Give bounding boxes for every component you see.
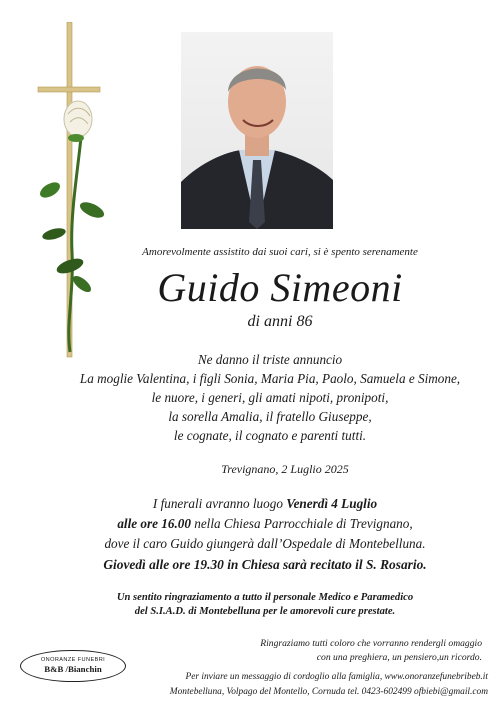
portrait-photo [181,32,333,229]
logo-name-text: B&B /Bianchin [44,664,102,674]
rosary-notice: Giovedì alle ore 19.30 in Chiesa sarà recitato il S. Rosario. [103,557,427,572]
announcement-block [40,350,500,445]
announcement-line: La moglie Valentina, i figli Sonia, Maria Pia, Paolo, Samuela e Simone, [79,371,461,386]
footer-line: Per inviare un messaggio di cordoglio alla famiglia, www.onoranzefunebribeb.it [185,672,488,682]
footer-line: Montebelluna, Volpago del Montello, Cornuda tel. 0423-602499 ofbiebi@gmail.com [169,687,488,697]
general-thanks-line: Ringraziamo tutti coloro che vorranno rendergli omaggio [260,638,482,649]
announcement-line: Ne danno il triste annuncio [197,352,343,367]
footer-contact [158,670,488,700]
staff-thanks-line: Un sentito ringraziamento a tutto il personale Medico e Paramedico [116,592,414,603]
place-date: Trevignano, 2 Luglio 2025 [221,462,349,476]
staff-thanks [30,591,500,619]
funeral-info [30,494,500,554]
general-thanks-line: con una preghiera, un pensiero,un ricordo. [316,652,482,663]
funeral-text: I funerali avranno luogo [152,496,287,511]
funeral-place: nella Chiesa Parrocchiale di Trevignano, [190,516,413,531]
cross-with-rose-decoration [30,22,120,362]
staff-thanks-line: del S.I.A.D. di Montebelluna per le amorevoli cure prestate. [134,606,396,617]
intro-text: Amorevolmente assistito dai suoi cari, si è spento serenamente [142,246,418,258]
announcement-line: le nuore, i generi, gli amati nipoti, pronipoti, [151,390,389,405]
logo-top-text: ONORANZE FUNEBRI [40,657,106,663]
deceased-name: Guido Simeoni [157,265,403,310]
deceased-age: di anni 86 [247,313,313,330]
funeral-time: alle ore 16.00 [117,516,191,531]
funeral-home-logo [20,650,126,682]
announcement-line: le cognate, il cognato e parenti tutti. [173,428,367,443]
general-thanks [232,637,482,665]
announcement-line: la sorella Amalia, il fratello Giuseppe, [168,409,372,424]
funeral-date: Venerdì 4 Luglio [286,496,378,511]
funeral-arrival: dove il caro Guido giungerà dall’Ospedale di Montebelluna. [104,536,426,551]
